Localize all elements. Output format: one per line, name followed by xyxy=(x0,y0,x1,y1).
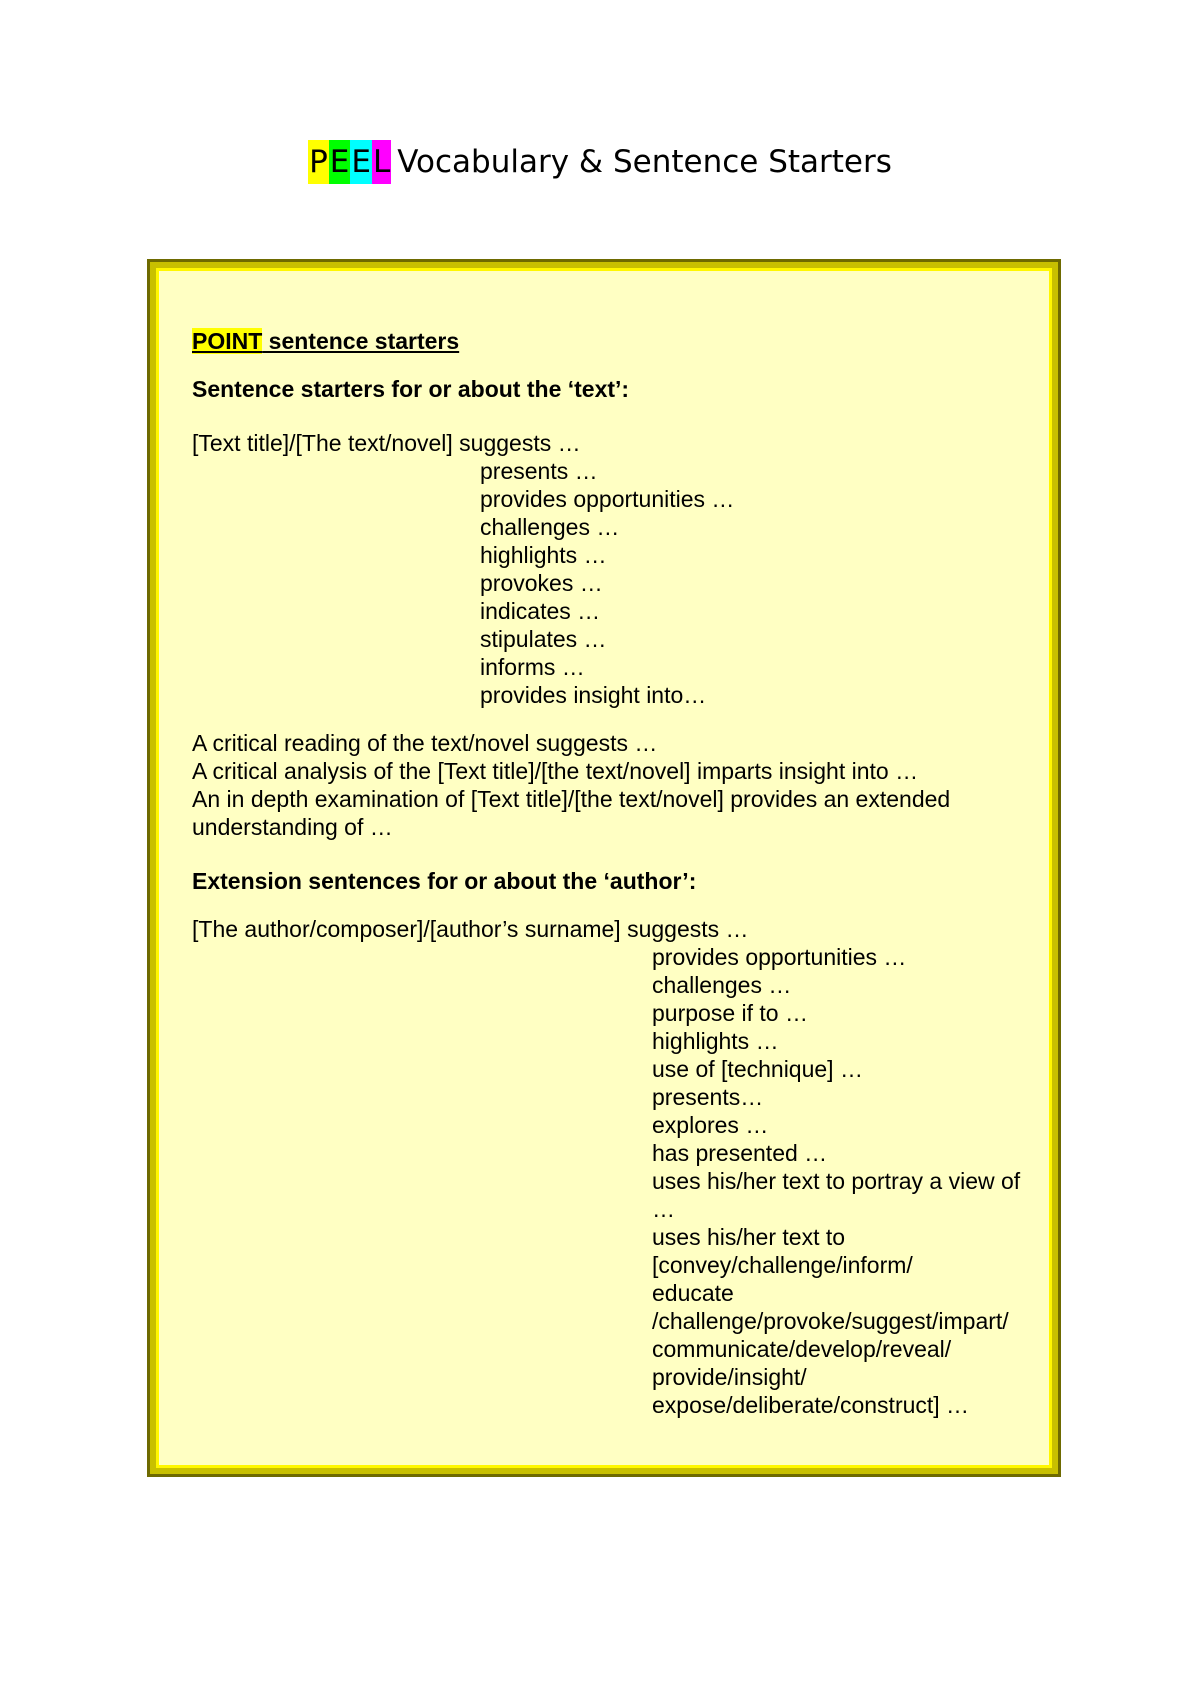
list-item: communicate/develop/reveal/ xyxy=(652,1336,952,1362)
list-item: highlights … xyxy=(480,542,607,568)
point-heading xyxy=(192,327,1032,355)
list-item: provides opportunities … xyxy=(652,944,907,970)
text-continuations xyxy=(480,457,1032,709)
starter-box-inner xyxy=(156,268,1052,1468)
list-item: explores … xyxy=(652,1112,769,1138)
list-item: educate xyxy=(652,1280,734,1306)
point-heading-rest: sentence starters xyxy=(262,328,460,354)
list-item: informs … xyxy=(480,654,585,680)
starter-box xyxy=(147,259,1061,1477)
list-item: indicates … xyxy=(480,598,601,624)
text-starters xyxy=(192,429,1032,709)
text-first-line: [Text title]/[The text/novel] suggests … xyxy=(192,430,581,456)
list-item: expose/deliberate/construct] … xyxy=(652,1392,970,1418)
list-item: highlights … xyxy=(652,1028,779,1054)
sentence-3: An in depth examination of [Text title]/[the text/novel] provides an extended understanding of … xyxy=(192,786,951,840)
sentence-2: A critical analysis of the [Text title]/[the text/novel] imparts insight into … xyxy=(192,758,919,784)
text-section-heading: Sentence starters for or about the ‘text’: xyxy=(192,376,630,402)
list-item: provokes … xyxy=(480,570,603,596)
text-sentences xyxy=(192,729,1032,841)
list-item: presents … xyxy=(480,458,598,484)
list-item: provides insight into… xyxy=(480,682,707,708)
title-letter-e2: E xyxy=(350,140,372,184)
list-item: use of [technique] … xyxy=(652,1056,863,1082)
list-item: purpose if to … xyxy=(652,1000,808,1026)
list-item: [convey/challenge/inform/ xyxy=(652,1252,913,1278)
list-item: stipulates … xyxy=(480,626,607,652)
author-section-heading: Extension sentences for or about the ‘author’: xyxy=(192,868,697,894)
point-highlight: POINT xyxy=(192,328,263,354)
author-first-line: [The author/composer]/[author’s surname] suggests … xyxy=(192,916,749,942)
author-continuations xyxy=(652,943,1032,1419)
list-item: provide/insight/ xyxy=(652,1364,807,1390)
list-item: uses his/her text to xyxy=(652,1224,846,1250)
list-item: provides opportunities … xyxy=(480,486,735,512)
sentence-1: A critical reading of the text/novel suggests … xyxy=(192,730,658,756)
title-letter-e1: E xyxy=(329,140,351,184)
title-letter-p: P xyxy=(308,140,329,184)
list-item: presents… xyxy=(652,1084,764,1110)
title-letter-l: L xyxy=(372,140,391,184)
list-item: has presented … xyxy=(652,1140,828,1166)
list-item: challenges … xyxy=(652,972,792,998)
title-text: Vocabulary & Sentence Starters xyxy=(397,144,892,180)
box-content xyxy=(192,327,1032,1419)
list-item: /challenge/provoke/suggest/impart/ xyxy=(652,1308,1009,1334)
list-item: challenges … xyxy=(480,514,620,540)
author-starters xyxy=(192,915,1032,1419)
list-item: uses his/her text to portray a view of … xyxy=(652,1168,1021,1222)
page-title xyxy=(0,140,1200,184)
